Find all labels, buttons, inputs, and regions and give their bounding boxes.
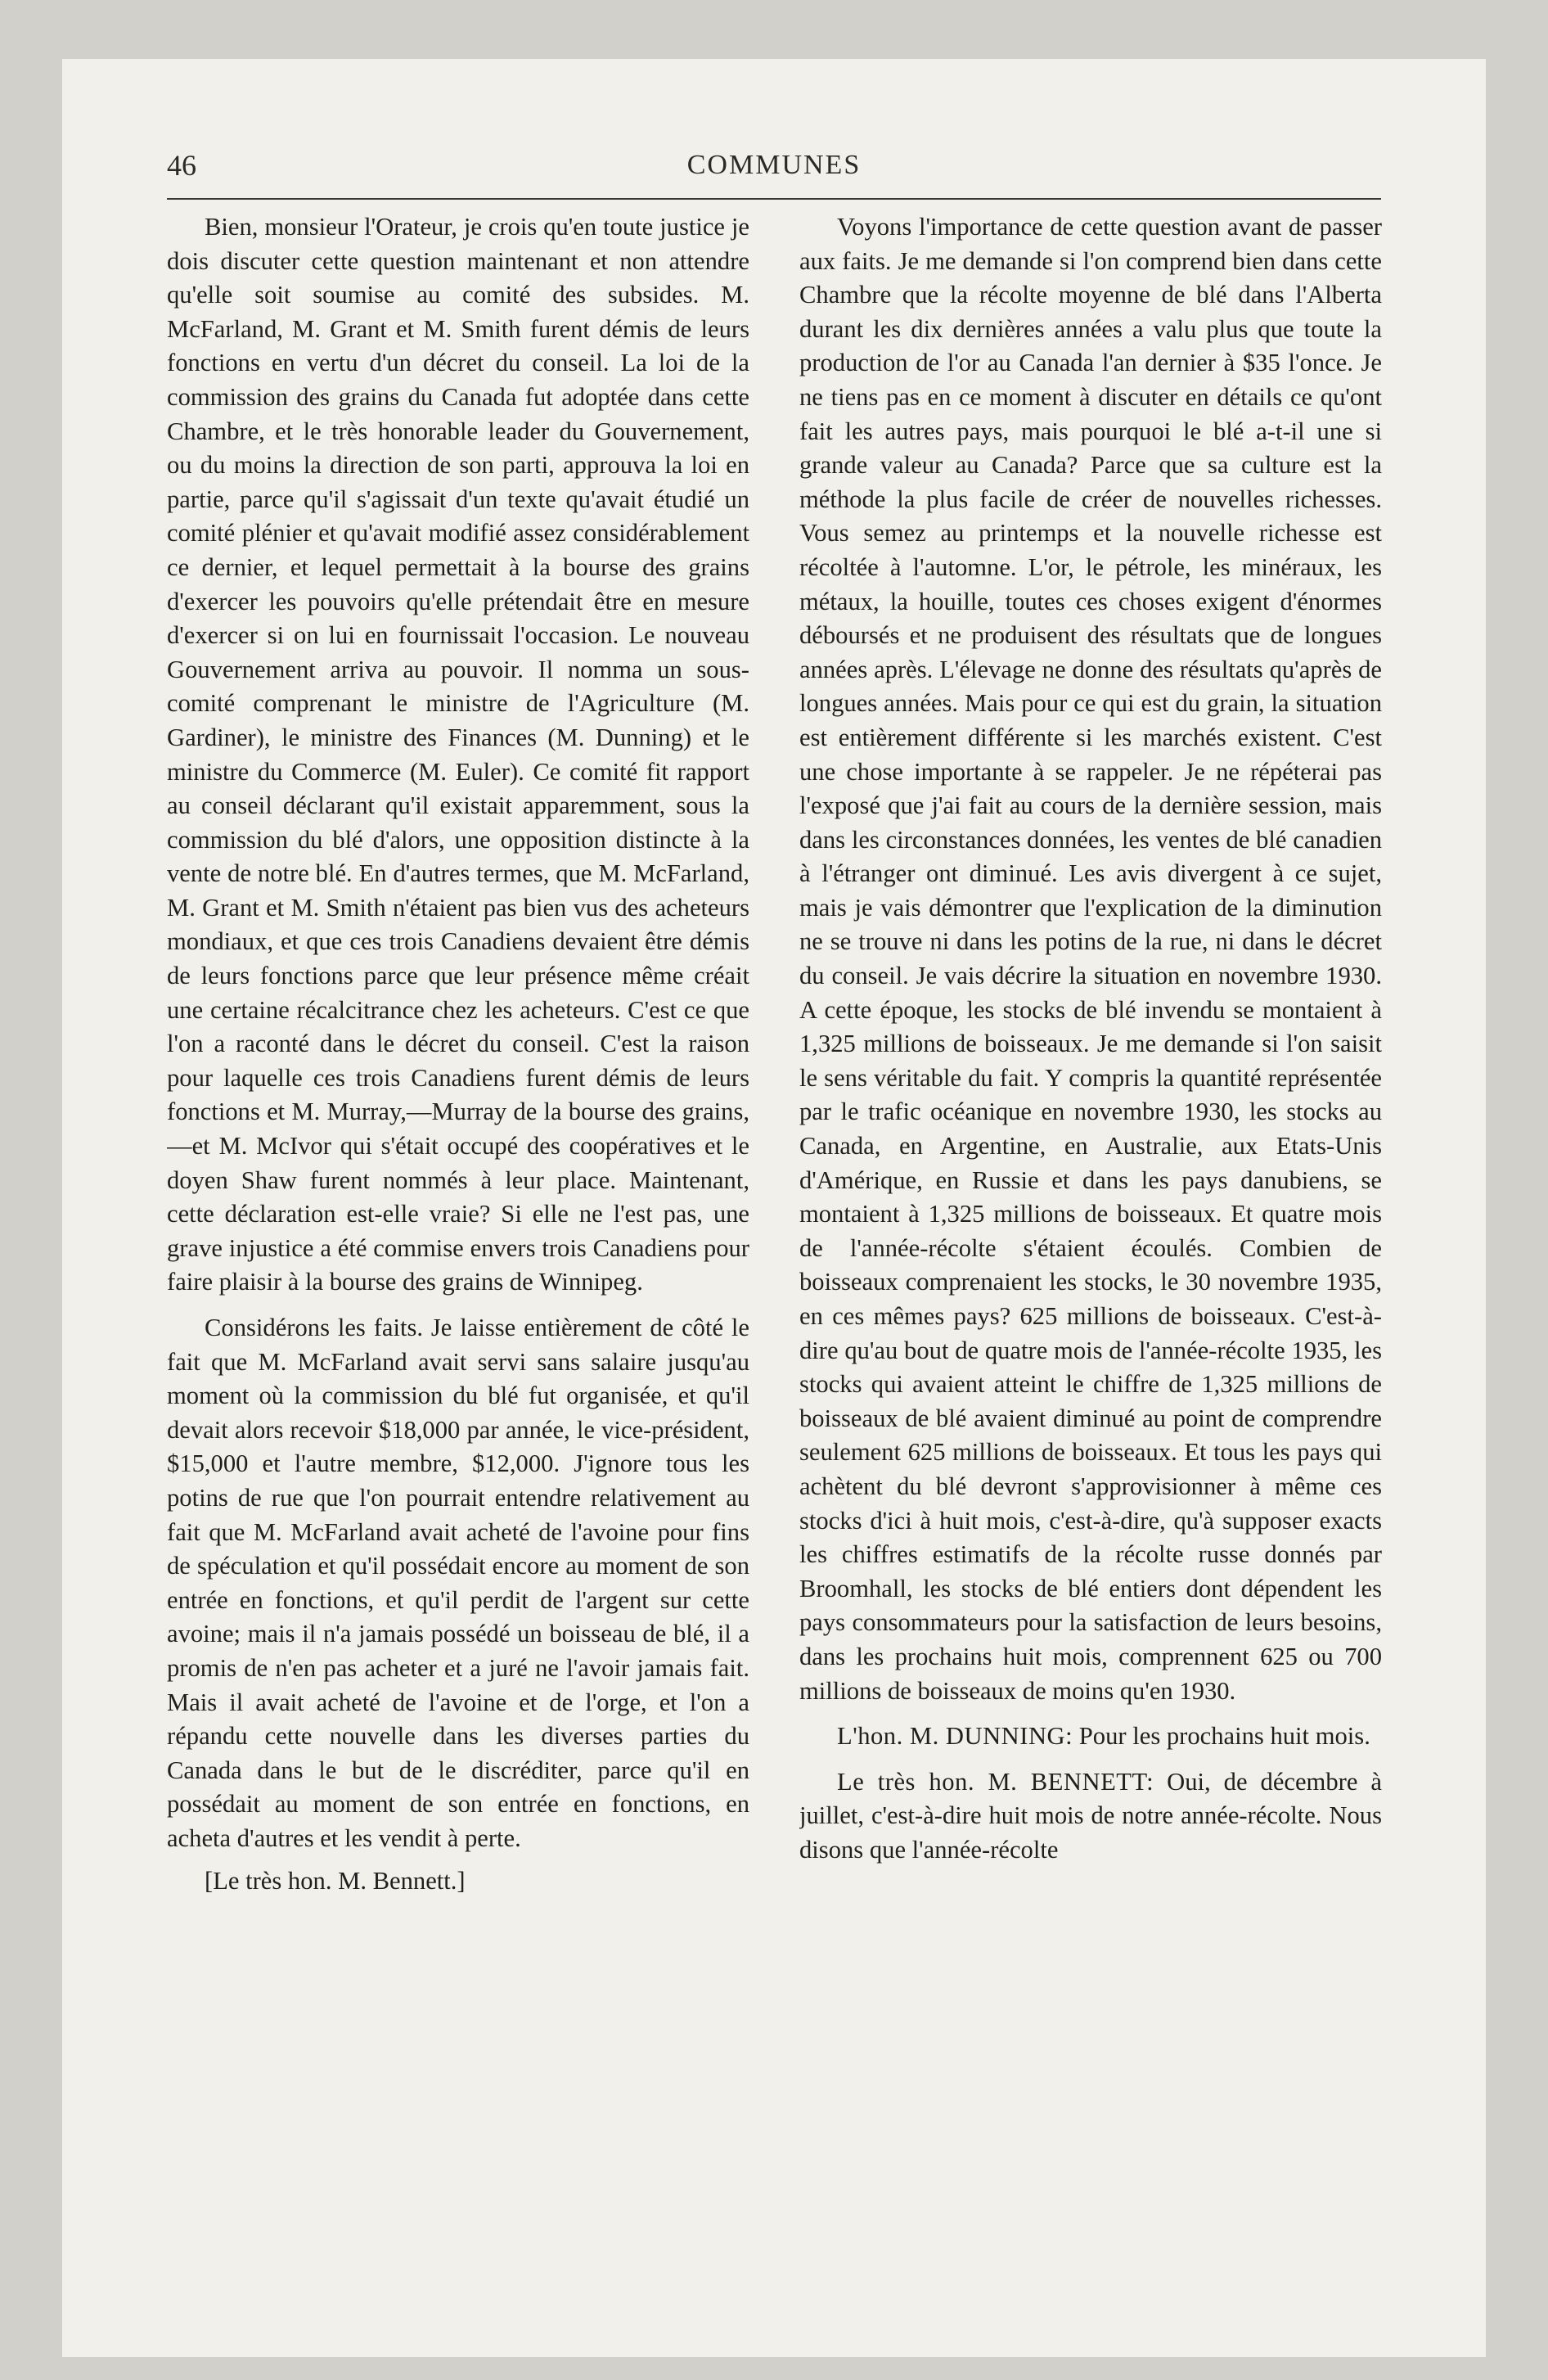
dunning-remark xyxy=(799,1720,1382,1754)
page-number: 46 xyxy=(167,149,196,182)
speaker-dunning: L'hon. M. DUNNING: xyxy=(837,1722,1073,1751)
speaker-bennett: Le très hon. M. BENNETT: xyxy=(837,1767,1154,1796)
page-header xyxy=(167,141,1381,190)
bennett-text: Oui, de décembre à juillet, c'est-à-dire huit mois de notre année-récolte. Nous disons que l'année-récolte xyxy=(799,1767,1382,1864)
header-rule xyxy=(167,198,1381,200)
running-title: COMMUNES xyxy=(686,150,862,180)
left-column xyxy=(167,210,749,2330)
speaker-attribution: [Le très hon. M. Bennett.] xyxy=(205,1866,466,1895)
paragraph-left-1: Bien, monsieur l'Orateur, je crois qu'en toute justice je dois discuter cette question maintenant et non attendre qu'elle soit soumise au comité des subsides. M. McFarland, M. Grant et M. Smith furent démis de leurs fonctions en vertu d'un décret du conseil. La loi de la commission des grains du Canada fut adoptée dans cette Chambre, et le très honorable leader du Gouvernement, ou du moins la direction de son parti, approuva la loi en partie, parce qu'il s'agissait d'un texte qu'avait étudié un comité plénier et qu'avait modifié assez considérablement ce dernier, et lequel permettait à la bourse des grains d'exercer les pouvoirs qu'elle prétendait être en mesure d'exercer si on lui en fournissait l'occasion. Le nouveau Gouvernement arriva au pouvoir. Il nomma un sous-comité comprenant le ministre de l'Agriculture (M. Gardiner), le ministre des Finances (M. Dunning) et le ministre du Commerce (M. Euler). Ce comité fit rapport au conseil déclarant qu'il existait apparemment, sous la commission du blé d'alors, une opposition distincte à la vente de notre blé. En d'autres termes, que M. McFarland, M. Grant et M. Smith n'étaient pas bien vus des acheteurs mondiaux, et que ces trois Canadiens devaient être démis de leurs fonctions parce que leur présence même créait une certaine récalcitrance chez les acheteurs. C'est ce que l'on a raconté dans le décret du conseil. C'est la raison pour laquelle ces trois Canadiens furent démis de leurs fonctions et M. Murray,—Murray de la bourse des grains, —et M. McIvor qui s'était occupé des coopératives et le doyen Shaw furent nommés à leur place. Maintenant, cette déclaration est-elle vraie? Si elle ne l'est pas, une grave injustice a été commise envers trois Canadiens pour faire plaisir à la bourse des grains de Winnipeg. xyxy=(167,213,749,1296)
paragraph-left-2: Considérons les faits. Je laisse entièrement de côté le fait que M. McFarland avait servi sans salaire jusqu'au moment où la commission du blé fut organisée, et qu'il devait alors recevoir $18,000 par année, le vice-président, $15,000 et l'autre membre, $12,000. J'ignore tous les potins de rue que l'on pourrait entendre relativement au fait que M. McFarland avait acheté de l'avoine pour fins de spéculation et qu'il possédait encore au moment de son entrée en fonctions, et qu'il perdit de l'argent sur cette avoine; mais il n'a jamais possédé un boisseau de blé, il a promis de n'en pas acheter et a juré ne l'avoir jamais fait. Mais il avait acheté de l'avoine et de l'orge, et l'on a répandu cette nouvelle dans les diverses parties du Canada dans le but de le discréditer, parce qu'il en possédait au moment de son entrée en fonctions, en acheta d'autres et les vendit à perte. xyxy=(167,1314,749,1852)
document-page xyxy=(62,59,1486,2357)
dunning-text: Pour les prochains huit mois. xyxy=(1078,1722,1370,1751)
paragraph-right-1: Voyons l'importance de cette question avant de passer aux faits. Je me demande si l'on comprend bien dans cette Chambre que la récolte moyenne de blé dans l'Alberta durant les dix dernières années a valu plus que toute la production de l'or au Canada l'an dernier à $35 l'once. Je ne tiens pas en ce moment à discuter en détails ce qu'ont fait les autres pays, mais pourquoi le blé a-t-il une si grande valeur au Canada? Parce que sa culture est la méthode la plus facile de créer de nouvelles richesses. Vous semez au printemps et la nouvelle richesse est récoltée à l'automne. L'or, le pétrole, les minéraux, les métaux, la houille, toutes ces choses exigent d'énormes déboursés et ne produisent des résultats que de longues années après. L'élevage ne donne des résultats qu'après de longues années. Mais pour ce qui est du grain, la situation est entièrement différente si les marchés existent. C'est une chose importante à se rappeler. Je ne répéterai pas l'exposé que j'ai fait au cours de la dernière session, mais dans les circonstances données, les ventes de blé canadien à l'étranger ont diminué. Les avis divergent à ce sujet, mais je vais démontrer que l'explication de la diminution ne se trouve ni dans les potins de la rue, ni dans le décret du conseil. Je vais décrire la situation en novembre 1930. A cette époque, les stocks de blé invendu se montaient à 1,325 millions de boisseaux. Je me demande si l'on saisit le sens véritable du fait. Y compris la quantité représentée par le trafic océanique en novembre 1930, les stocks au Canada, en Argentine, en Australie, aux Etats-Unis d'Amérique, en Russie et dans les pays danubiens, se montaient à 1,325 millions de boisseaux. Et quatre mois de l'année-récolte s'étaient écoulés. Combien de boisseaux comprenaient les stocks, le 30 novembre 1935, en ces mêmes pays? 625 millions de boisseaux. C'est-à-dire qu'au bout de quatre mois de l'année-récolte 1935, les stocks qui avaient atteint le chiffre de 1,325 millions de boisseaux de blé avaient diminué au point de comprendre seulement 625 millions de boisseaux. Et tous les pays qui achètent du blé devront s'approvisionner à même ces stocks d'ici à huit mois, c'est-à-dire, qu'à supposer exacts les chiffres estimatifs de la récolte russe donnés par Broomhall, les stocks de blé entiers dont dépendent les pays consommateurs pour la satisfaction de leurs besoins, dans les prochains huit mois, comprennent 625 ou 700 millions de boisseaux de moins qu'en 1930. xyxy=(799,213,1382,1705)
bennett-remark xyxy=(799,1765,1382,1868)
right-column xyxy=(799,210,1382,2330)
